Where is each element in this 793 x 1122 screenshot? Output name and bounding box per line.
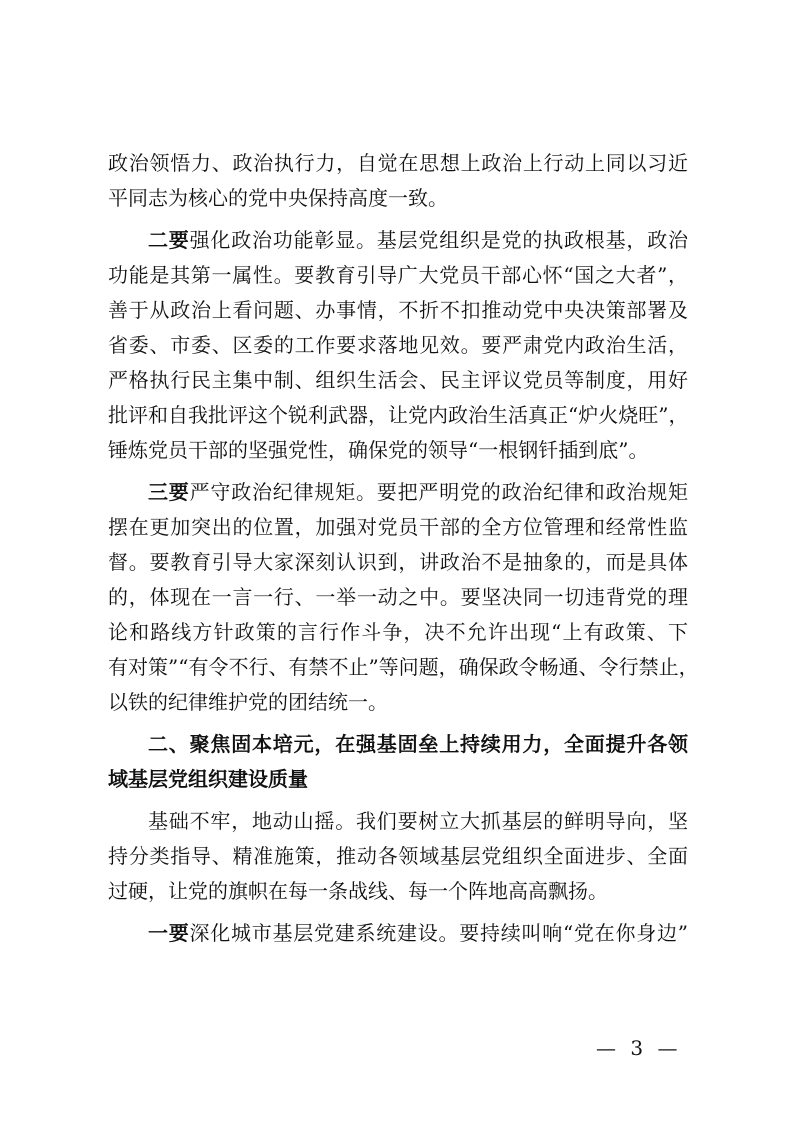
text-line [108, 762, 688, 797]
text-line [108, 650, 699, 685]
line-text: 省委、市委、区委的工作要求落地见效。要严肃党内政治生活， [108, 333, 688, 357]
text-line [108, 874, 688, 909]
text-line [108, 223, 688, 258]
line-text: 政治领悟力、政治执行力，自觉在思想上政治上行动上同以习近 [108, 151, 688, 175]
text-line [108, 181, 688, 216]
page-number: — 3 — [596, 1036, 682, 1060]
line-text: 批评和自我批评这个锐利武器，让党内政治生活真正“炉火烧旺”， [108, 403, 689, 427]
paragraph [108, 223, 688, 468]
text-line [108, 580, 688, 615]
line-text: 深化城市基层党建系统建设。要持续叫响“党在你身边” [189, 921, 689, 945]
document-body [108, 146, 699, 958]
paragraph [108, 916, 688, 951]
text-line [108, 727, 688, 762]
paragraph-lead: 三要 [148, 480, 190, 504]
text-line [108, 839, 688, 874]
line-text: 以铁的纪律维护党的团结统一。 [108, 690, 388, 714]
line-text: 严守政治纪律规矩。要把严明党的政治纪律和政治规矩 [189, 480, 689, 504]
line-text: 持分类指导、精准施策，推动各领域基层党组织全面进步、全面 [108, 844, 688, 868]
text-line [108, 804, 688, 839]
line-text: 严格执行民主集中制、组织生活会、民主评议党员等制度，用好 [108, 368, 688, 392]
text-line [108, 615, 688, 650]
paragraph [108, 146, 688, 216]
text-line [108, 685, 688, 720]
line-text: 摆在更加突出的位置，加强对党员干部的全方位管理和经常性监 [108, 515, 688, 539]
text-line [108, 293, 688, 328]
line-text: 域基层党组织建设质量 [108, 767, 308, 791]
line-text: 锤炼党员干部的坚强党性，确保党的领导“一根钢钎插到底”。 [108, 438, 649, 462]
text-line [108, 398, 688, 433]
line-text: 有对策”“有令不行、有禁不止”等问题，确保政令畅通、令行禁止， [108, 655, 699, 679]
line-text: 强化政治功能彰显。基层党组织是党的执政根基，政治 [189, 228, 689, 252]
line-text: 平同志为核心的党中央保持高度一致。 [108, 186, 448, 210]
line-text: 论和路线方针政策的言行作斗争，决不允许出现“上有政策、下 [108, 620, 688, 644]
text-line [108, 916, 688, 951]
text-line [108, 328, 688, 363]
text-line [108, 258, 688, 293]
line-text: 善于从政治上看问题、办事情，不折不扣推动党中央决策部署及 [108, 298, 688, 322]
text-line [108, 433, 688, 468]
text-line [108, 146, 688, 181]
text-line [108, 475, 688, 510]
text-line [108, 363, 688, 398]
paragraph-lead: 二要 [148, 228, 190, 252]
text-line [108, 510, 688, 545]
line-text: 功能是其第一属性。要教育引导广大党员干部心怀“国之大者”， [108, 263, 688, 287]
line-text: 的，体现在一言一行、一举一动之中。要坚决同一切违背党的理 [108, 585, 688, 609]
line-text: 基础不牢，地动山摇。我们要树立大抓基层的鲜明导向，坚 [148, 809, 688, 833]
section-heading [108, 727, 688, 797]
line-text: 过硬，让党的旗帜在每一条战线、每一个阵地高高飘扬。 [108, 879, 608, 903]
line-text: 二、聚焦固本培元，在强基固垒上持续用力，全面提升各领 [148, 732, 688, 756]
paragraph [108, 804, 688, 909]
line-text: 督。要教育引导大家深刻认识到，讲政治不是抽象的，而是具体 [108, 550, 688, 574]
paragraph [108, 475, 699, 720]
paragraph-lead: 一要 [148, 921, 190, 945]
text-line [108, 545, 688, 580]
